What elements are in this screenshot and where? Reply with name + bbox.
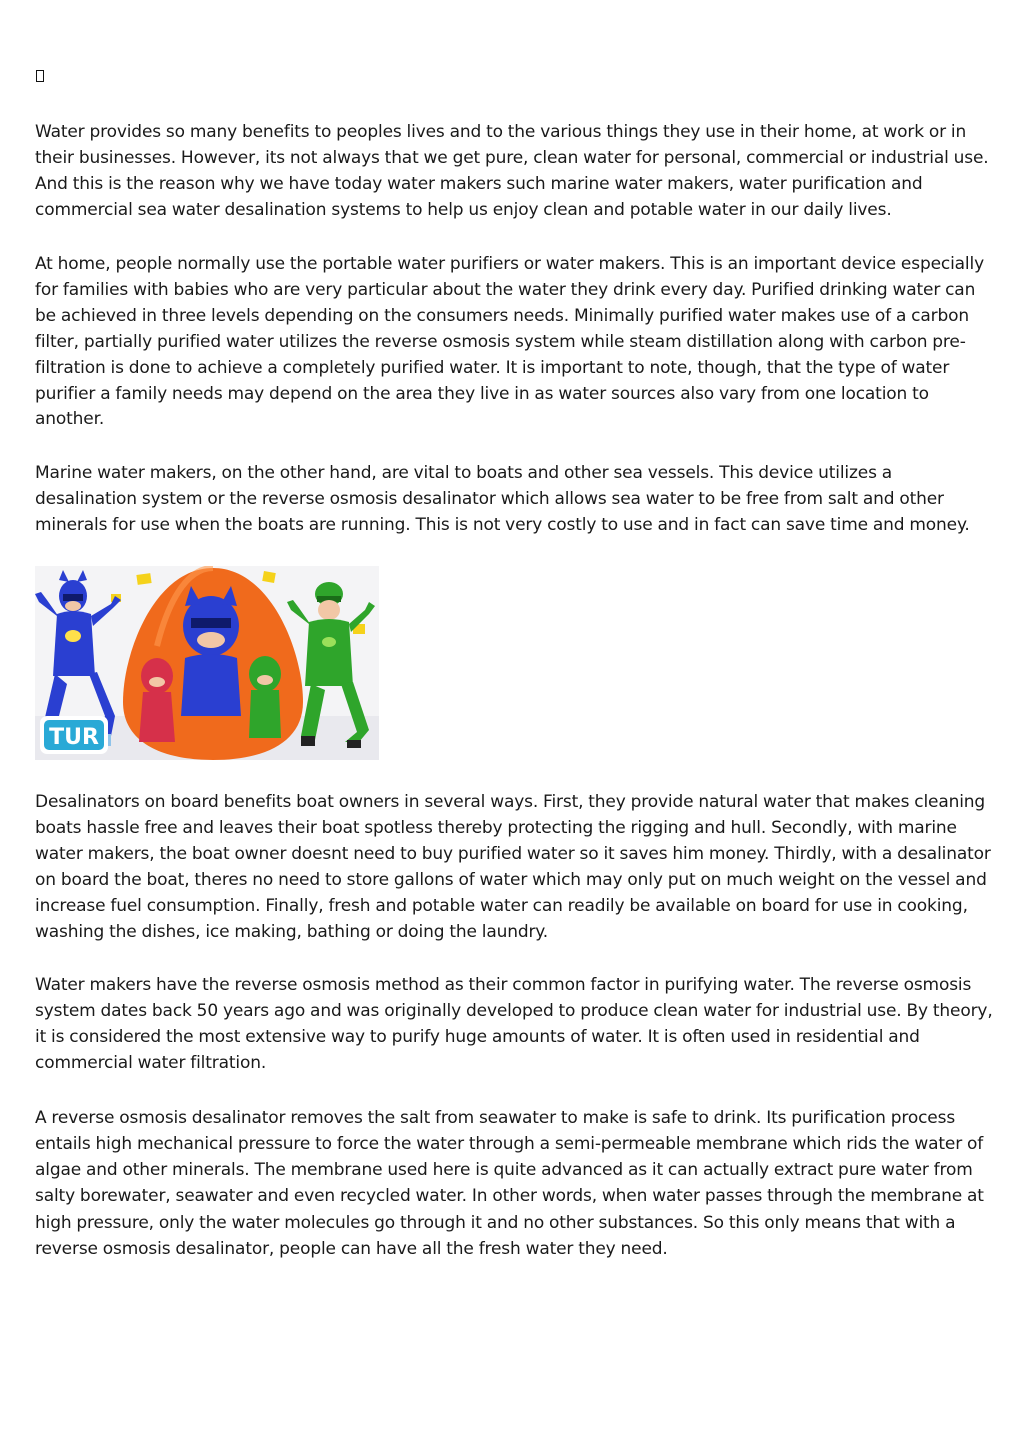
paragraph-text-after-link: In other words, when water passes through the membrane at high pressure, only the water molecules go through it and no other substances. So this only means that with a reverse osmosis desalinator, people can have all the fresh water they need.	[35, 1185, 984, 1259]
paragraph-home-purifiers: At home, people normally use the portable water purifiers or water makers. This is an important device especially for families with babies who are very particular about the water they drink every day. Purified drinking water can be achieved in three levels depending on the consumers needs. Minimally purified water makes use of a carbon filter, partially purified water utilizes the reverse osmosis system while steam distillation along with carbon pre-filtration is done to achieve a completely purified water. It is important to note, though, that the type of water purifier a family needs may depend on the area they live in as water sources also vary from one location to another.	[35, 254, 984, 430]
paragraph-marine-water-makers: Marine water makers, on the other hand, are vital to boats and other sea vessels. This device utilizes a desalination system or the reverse osmosis desalinator which allows sea water to be free from salt and other minerals for use when the boats are running. This is not very costly to use and in fact can save time and money.	[35, 463, 970, 535]
channel-logo-text: TUR	[49, 725, 99, 750]
kids-costume-photo	[35, 566, 379, 760]
paragraph-reverse-osmosis-process	[35, 1106, 995, 1262]
paragraph-desalinator-benefits: Desalinators on board benefits boat owners in several ways. First, they provide natural water that makes cleaning boats hassle free and leaves their boat spotless thereby protecting the rigging and hull. Secondly, with marine water makers, the boat owner doesnt need to buy purified water so it saves him money. Thirdly, with a desalinator on board the boat, theres no need to store gallons of water which may only put on much weight on the vessel and increase fuel consumption. Finally, fresh and potable water can readily be available on board for use in cooking, washing the dishes, ice making, bathing or doing the laundry.	[35, 792, 991, 942]
channel-logo	[40, 716, 108, 754]
paragraph-reverse-osmosis-history: Water makers have the reverse osmosis method as their common factor in purifying water. The reverse osmosis system dates back 50 years ago and was originally developed to produce clean water for industrial use. By theory, it is considered the most extensive way to purify huge amounts of water. It is often used in residential and commercial water filtration.	[35, 975, 993, 1073]
missing-glyph-icon	[36, 70, 44, 82]
paragraph-text-before-link: A reverse osmosis desalinator removes the salt from seawater to make is safe to drink. Its purification process entails high mechanical pressure to force the water through a semi-permeable membrane which rids the water of algae and other minerals. The membrane used here is quite advanced as it can actually extract pure water from salty borewater, seawater and even recycled water.	[35, 1108, 984, 1206]
paragraph-intro: Water provides so many benefits to peoples lives and to the various things they use in their home, at work or in their businesses. However, its not always that we get pure, clean water for personal, commercial or industrial use. And this is the reason why we have today water makers such marine water makers, water purification and commercial sea water desalination systems to help us enjoy clean and potable water in our daily lives.	[35, 122, 989, 220]
